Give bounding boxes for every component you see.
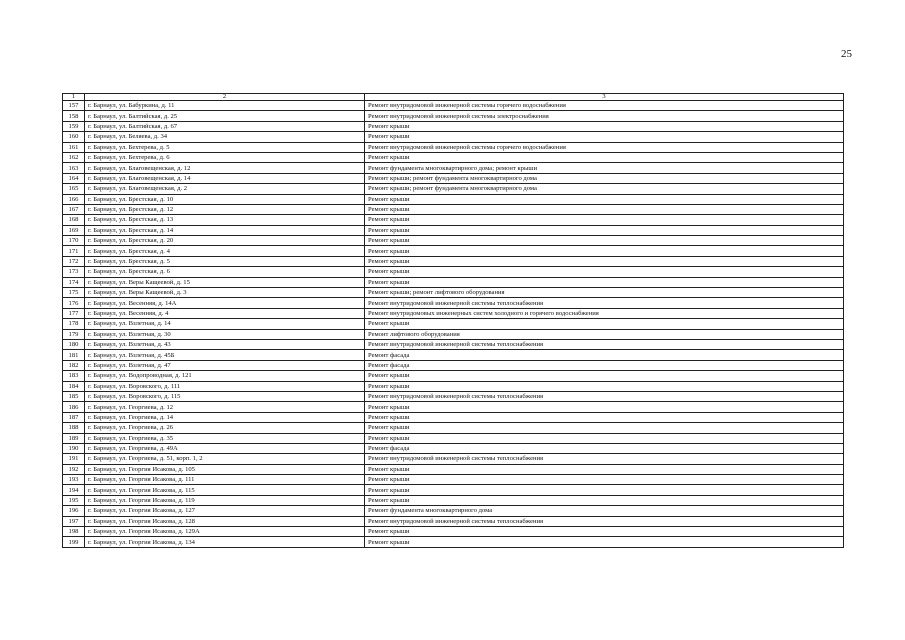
table-row bbox=[63, 246, 844, 256]
work-type-cell: Ремонт крыши bbox=[365, 412, 844, 422]
table-row bbox=[63, 371, 844, 381]
table-row bbox=[63, 298, 844, 308]
table-row bbox=[63, 402, 844, 412]
address-cell: г. Барнаул, ул. Весенняя, д. 14А bbox=[85, 298, 365, 308]
row-number-cell: 165 bbox=[63, 184, 85, 194]
work-type-cell: Ремонт внутридомовых инженерных систем холодного и горячего водоснабжения bbox=[365, 308, 844, 318]
address-cell: г. Барнаул, ул. Водопроводная, д. 121 bbox=[85, 371, 365, 381]
row-number-cell: 176 bbox=[63, 298, 85, 308]
address-cell: г. Барнаул, ул. Взлетная, д. 14 bbox=[85, 319, 365, 329]
table-row bbox=[63, 152, 844, 162]
work-type-cell: Ремонт крыши bbox=[365, 402, 844, 412]
address-cell: г. Барнаул, ул. Веры Кащеевой, д. 15 bbox=[85, 277, 365, 287]
address-cell: г. Барнаул, ул. Георгиева, д. 14 bbox=[85, 412, 365, 422]
address-cell: г. Барнаул, ул. Георгия Исакова, д. 129А bbox=[85, 527, 365, 537]
address-cell: г. Барнаул, ул. Брестская, д. 4 bbox=[85, 246, 365, 256]
work-type-cell: Ремонт крыши bbox=[365, 423, 844, 433]
work-type-cell: Ремонт крыши bbox=[365, 121, 844, 131]
work-type-cell: Ремонт крыши bbox=[365, 152, 844, 162]
address-cell: г. Барнаул, ул. Балтийская, д. 67 bbox=[85, 121, 365, 131]
table-row bbox=[63, 516, 844, 526]
repair-table bbox=[62, 93, 844, 548]
address-cell: г. Барнаул, ул. Брестская, д. 13 bbox=[85, 215, 365, 225]
address-cell: г. Барнаул, ул. Брестская, д. 6 bbox=[85, 267, 365, 277]
table-row bbox=[63, 433, 844, 443]
work-type-cell: Ремонт крыши bbox=[365, 485, 844, 495]
row-number-cell: 188 bbox=[63, 423, 85, 433]
work-type-cell: Ремонт крыши bbox=[365, 256, 844, 266]
address-cell: г. Барнаул, ул. Брестская, д. 20 bbox=[85, 236, 365, 246]
work-type-cell: Ремонт внутридомовой инженерной системы горячего водоснабжения bbox=[365, 101, 844, 111]
table-row bbox=[63, 132, 844, 142]
work-type-cell: Ремонт крыши bbox=[365, 225, 844, 235]
work-type-cell: Ремонт крыши bbox=[365, 381, 844, 391]
table-row bbox=[63, 319, 844, 329]
work-type-cell: Ремонт крыши bbox=[365, 236, 844, 246]
row-number-cell: 174 bbox=[63, 277, 85, 287]
work-type-cell: Ремонт фасада bbox=[365, 350, 844, 360]
table-row bbox=[63, 495, 844, 505]
address-cell: г. Барнаул, ул. Взлетная, д. 47 bbox=[85, 360, 365, 370]
address-cell: г. Барнаул, ул. Взлетная, д. 45Б bbox=[85, 350, 365, 360]
table-row bbox=[63, 267, 844, 277]
address-cell: г. Барнаул, ул. Георгия Исакова, д. 105 bbox=[85, 464, 365, 474]
row-number-cell: 197 bbox=[63, 516, 85, 526]
table-row bbox=[63, 537, 844, 547]
row-number-cell: 175 bbox=[63, 288, 85, 298]
table-body bbox=[63, 94, 844, 548]
table-row bbox=[63, 236, 844, 246]
work-type-cell: Ремонт внутридомовой инженерной системы горячего водоснабжения bbox=[365, 142, 844, 152]
work-type-cell: Ремонт фундамента многоквартирного дома bbox=[365, 506, 844, 516]
work-type-cell: Ремонт крыши bbox=[365, 215, 844, 225]
page-number: 25 bbox=[841, 48, 852, 60]
work-type-cell: Ремонт крыши; ремонт лифтового оборудования bbox=[365, 288, 844, 298]
row-number-cell: 182 bbox=[63, 360, 85, 370]
row-number-cell: 179 bbox=[63, 329, 85, 339]
table-row bbox=[63, 339, 844, 349]
work-type-cell: Ремонт крыши bbox=[365, 433, 844, 443]
address-cell: г. Барнаул, ул. Георгиева, д. 51, корп. 1, 2 bbox=[85, 454, 365, 464]
address-cell: г. Барнаул, ул. Георгия Исакова, д. 127 bbox=[85, 506, 365, 516]
table-row bbox=[63, 204, 844, 214]
row-number-cell: 180 bbox=[63, 339, 85, 349]
header-cell-work: 3 bbox=[365, 94, 844, 101]
address-cell: г. Барнаул, ул. Брестская, д. 12 bbox=[85, 204, 365, 214]
table-row bbox=[63, 329, 844, 339]
row-number-cell: 173 bbox=[63, 267, 85, 277]
table-row bbox=[63, 350, 844, 360]
address-cell: г. Барнаул, ул. Георгия Исакова, д. 128 bbox=[85, 516, 365, 526]
row-number-cell: 186 bbox=[63, 402, 85, 412]
table-row bbox=[63, 485, 844, 495]
address-cell: г. Барнаул, ул. Георгиева, д. 12 bbox=[85, 402, 365, 412]
work-type-cell: Ремонт крыши bbox=[365, 319, 844, 329]
row-number-cell: 157 bbox=[63, 101, 85, 111]
table-row bbox=[63, 142, 844, 152]
work-type-cell: Ремонт крыши bbox=[365, 267, 844, 277]
address-cell: г. Барнаул, ул. Воровского, д. 111 bbox=[85, 381, 365, 391]
address-cell: г. Барнаул, ул. Георгиева, д. 35 bbox=[85, 433, 365, 443]
address-cell: г. Барнаул, ул. Брестская, д. 5 bbox=[85, 256, 365, 266]
work-type-cell: Ремонт крыши bbox=[365, 194, 844, 204]
table-row bbox=[63, 464, 844, 474]
table-row bbox=[63, 506, 844, 516]
table-row bbox=[63, 360, 844, 370]
row-number-cell: 194 bbox=[63, 485, 85, 495]
work-type-cell: Ремонт крыши; ремонт фундамента многоквартирного дома bbox=[365, 173, 844, 183]
table-row bbox=[63, 443, 844, 453]
table-row bbox=[63, 423, 844, 433]
work-type-cell: Ремонт внутридомовой инженерной системы теплоснабжения bbox=[365, 339, 844, 349]
work-type-cell: Ремонт крыши bbox=[365, 204, 844, 214]
row-number-cell: 198 bbox=[63, 527, 85, 537]
table-row bbox=[63, 277, 844, 287]
table-row bbox=[63, 194, 844, 204]
table-row bbox=[63, 308, 844, 318]
address-cell: г. Барнаул, ул. Георгиева, д. 26 bbox=[85, 423, 365, 433]
address-cell: г. Барнаул, ул. Благовещенская, д. 2 bbox=[85, 184, 365, 194]
row-number-cell: 167 bbox=[63, 204, 85, 214]
work-type-cell: Ремонт внутридомовой инженерной системы теплоснабжения bbox=[365, 298, 844, 308]
row-number-cell: 191 bbox=[63, 454, 85, 464]
table-row bbox=[63, 391, 844, 401]
table-row bbox=[63, 173, 844, 183]
address-cell: г. Барнаул, ул. Благовещенская, д. 12 bbox=[85, 163, 365, 173]
work-type-cell: Ремонт лифтового оборудования bbox=[365, 329, 844, 339]
address-cell: г. Барнаул, ул. Георгия Исакова, д. 119 bbox=[85, 495, 365, 505]
table-row bbox=[63, 256, 844, 266]
work-type-cell: Ремонт внутридомовой инженерной системы теплоснабжения bbox=[365, 516, 844, 526]
work-type-cell: Ремонт фасада bbox=[365, 443, 844, 453]
row-number-cell: 192 bbox=[63, 464, 85, 474]
address-cell: г. Барнаул, ул. Беляева, д. 34 bbox=[85, 132, 365, 142]
work-type-cell: Ремонт крыши; ремонт фундамента многоквартирного дома bbox=[365, 184, 844, 194]
row-number-cell: 170 bbox=[63, 236, 85, 246]
row-number-cell: 187 bbox=[63, 412, 85, 422]
row-number-cell: 168 bbox=[63, 215, 85, 225]
row-number-cell: 164 bbox=[63, 173, 85, 183]
row-number-cell: 172 bbox=[63, 256, 85, 266]
work-type-cell: Ремонт крыши bbox=[365, 371, 844, 381]
address-cell: г. Барнаул, ул. Воровского, д. 115 bbox=[85, 391, 365, 401]
address-cell: г. Барнаул, ул. Взлетная, д. 43 bbox=[85, 339, 365, 349]
work-type-cell: Ремонт крыши bbox=[365, 537, 844, 547]
address-cell: г. Барнаул, ул. Брестская, д. 14 bbox=[85, 225, 365, 235]
row-number-cell: 193 bbox=[63, 475, 85, 485]
work-type-cell: Ремонт крыши bbox=[365, 246, 844, 256]
row-number-cell: 185 bbox=[63, 391, 85, 401]
table-row bbox=[63, 527, 844, 537]
table-row bbox=[63, 288, 844, 298]
row-number-cell: 190 bbox=[63, 443, 85, 453]
work-type-cell: Ремонт внутридомовой инженерной системы теплоснабжения bbox=[365, 454, 844, 464]
table-header-row bbox=[63, 94, 844, 101]
row-number-cell: 161 bbox=[63, 142, 85, 152]
row-number-cell: 196 bbox=[63, 506, 85, 516]
row-number-cell: 171 bbox=[63, 246, 85, 256]
table-row bbox=[63, 454, 844, 464]
row-number-cell: 158 bbox=[63, 111, 85, 121]
row-number-cell: 169 bbox=[63, 225, 85, 235]
table-row bbox=[63, 111, 844, 121]
row-number-cell: 178 bbox=[63, 319, 85, 329]
row-number-cell: 184 bbox=[63, 381, 85, 391]
table-row bbox=[63, 475, 844, 485]
row-number-cell: 177 bbox=[63, 308, 85, 318]
address-cell: г. Барнаул, ул. Бабуркина, д. 11 bbox=[85, 101, 365, 111]
table-row bbox=[63, 381, 844, 391]
work-type-cell: Ремонт крыши bbox=[365, 277, 844, 287]
header-cell-address: 2 bbox=[85, 94, 365, 101]
work-type-cell: Ремонт крыши bbox=[365, 527, 844, 537]
table-row bbox=[63, 163, 844, 173]
address-cell: г. Барнаул, ул. Бехтерева, д. 5 bbox=[85, 142, 365, 152]
row-number-cell: 162 bbox=[63, 152, 85, 162]
address-cell: г. Барнаул, ул. Георгиева, д. 49А bbox=[85, 443, 365, 453]
table-row bbox=[63, 412, 844, 422]
header-cell-num: 1 bbox=[63, 94, 85, 101]
work-type-cell: Ремонт фундамента многоквартирного дома; ремонт крыши bbox=[365, 163, 844, 173]
row-number-cell: 160 bbox=[63, 132, 85, 142]
row-number-cell: 181 bbox=[63, 350, 85, 360]
table-row bbox=[63, 101, 844, 111]
row-number-cell: 189 bbox=[63, 433, 85, 443]
work-type-cell: Ремонт фасада bbox=[365, 360, 844, 370]
address-cell: г. Барнаул, ул. Взлетная, д. 30 bbox=[85, 329, 365, 339]
table-row bbox=[63, 225, 844, 235]
work-type-cell: Ремонт внутридомовой инженерной системы электроснабжения bbox=[365, 111, 844, 121]
table-row bbox=[63, 121, 844, 131]
address-cell: г. Барнаул, ул. Веры Кащеевой, д. 3 bbox=[85, 288, 365, 298]
work-type-cell: Ремонт крыши bbox=[365, 464, 844, 474]
address-cell: г. Барнаул, ул. Георгия Исакова, д. 111 bbox=[85, 475, 365, 485]
row-number-cell: 183 bbox=[63, 371, 85, 381]
row-number-cell: 163 bbox=[63, 163, 85, 173]
address-cell: г. Барнаул, ул. Бехтерева, д. 6 bbox=[85, 152, 365, 162]
address-cell: г. Барнаул, ул. Весенняя, д. 4 bbox=[85, 308, 365, 318]
row-number-cell: 195 bbox=[63, 495, 85, 505]
address-cell: г. Барнаул, ул. Благовещенская, д. 14 bbox=[85, 173, 365, 183]
table-row bbox=[63, 215, 844, 225]
address-cell: г. Барнаул, ул. Георгия Исакова, д. 134 bbox=[85, 537, 365, 547]
work-type-cell: Ремонт крыши bbox=[365, 475, 844, 485]
row-number-cell: 159 bbox=[63, 121, 85, 131]
row-number-cell: 199 bbox=[63, 537, 85, 547]
address-cell: г. Барнаул, ул. Георгия Исакова, д. 115 bbox=[85, 485, 365, 495]
address-cell: г. Барнаул, ул. Балтийская, д. 25 bbox=[85, 111, 365, 121]
table-row bbox=[63, 184, 844, 194]
work-type-cell: Ремонт крыши bbox=[365, 132, 844, 142]
work-type-cell: Ремонт внутридомовой инженерной системы теплоснабжения bbox=[365, 391, 844, 401]
address-cell: г. Барнаул, ул. Брестская, д. 10 bbox=[85, 194, 365, 204]
work-type-cell: Ремонт крыши bbox=[365, 495, 844, 505]
row-number-cell: 166 bbox=[63, 194, 85, 204]
